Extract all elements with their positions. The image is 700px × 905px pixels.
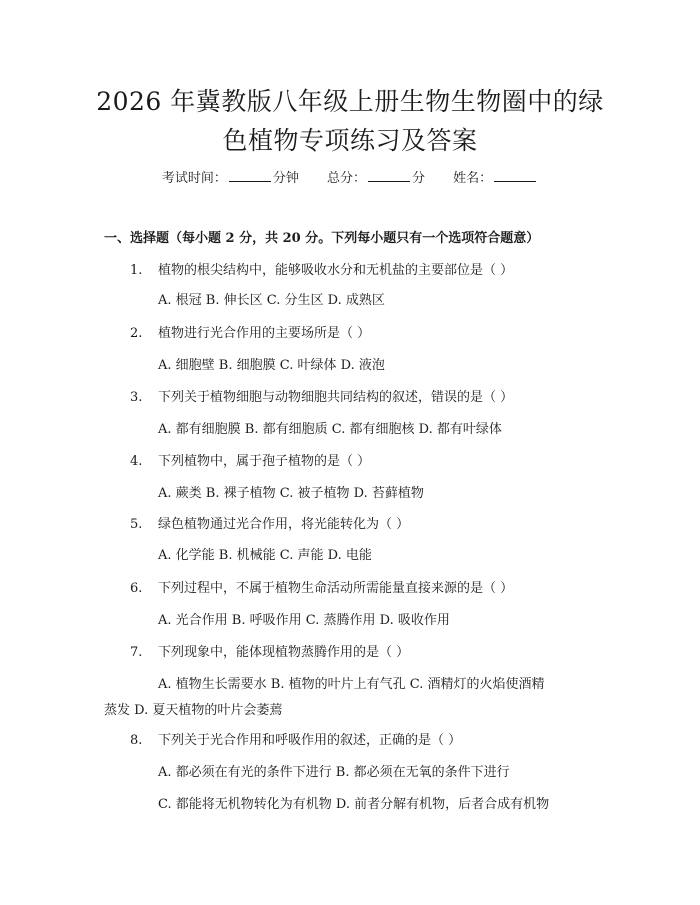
question-stem [130, 452, 370, 472]
page-title-line1: 2026 年冀教版八年级上册生物生物圈中的绿 [96, 87, 604, 116]
question-options: A. 植物生长需要水 B. 植物的叶片上有气孔 C. 酒精灯的火焰使酒精蒸发 D. 夏天植物的叶片会萎蔫 [104, 677, 545, 718]
question-text: 下列现象中，能体现植物蒸腾作用的是（ ） [158, 645, 410, 660]
question-options: A. 光合作用 B. 呼吸作用 C. 蒸腾作用 D. 吸收作用 [158, 613, 450, 628]
question-text: 植物进行光合作用的主要场所是（ ） [158, 326, 371, 341]
question-number: 5. [130, 517, 143, 532]
question-stem [130, 731, 461, 751]
question-stem [130, 324, 370, 344]
total-score-blank [368, 169, 410, 182]
question-text: 下列植物中，属于孢子植物的是（ ） [158, 454, 371, 469]
exam-time-blank [229, 169, 271, 182]
question-text: 下列关于植物细胞与动物细胞共同结构的叙述，错误的是（ ） [158, 390, 514, 405]
question-stem [130, 579, 513, 599]
question-stem [130, 515, 409, 535]
question-text: 绿色植物通过光合作用，将光能转化为（ ） [158, 517, 410, 532]
question-number: 1. [130, 263, 143, 278]
question-options: A. 蕨类 B. 裸子植物 C. 被子植物 D. 苔藓植物 [158, 486, 424, 501]
student-name-blank [494, 169, 536, 182]
total-score-label: 总分： [326, 171, 366, 186]
exam-time-field [162, 169, 299, 189]
exam-time-unit: 分钟 [272, 171, 299, 186]
question-number: 8. [130, 733, 143, 748]
question-options-line1: A. 都必须在有光的条件下进行 B. 都必须在无氧的条件下进行 [158, 765, 510, 780]
question-stem [130, 261, 513, 281]
question-text: 下列关于光合作用和呼吸作用的叙述，正确的是（ ） [158, 733, 462, 748]
total-score-unit: 分 [412, 171, 426, 186]
question-number: 7. [130, 645, 143, 660]
question-options: A. 细胞壁 B. 细胞膜 C. 叶绿体 D. 液泡 [158, 358, 385, 373]
question-options: A. 化学能 B. 机械能 C. 声能 D. 电能 [158, 548, 372, 563]
question-options-line2: C. 都能将无机物转化为有机物 D. 前者分解有机物，后者合成有机物 [158, 797, 550, 812]
question-options: A. 都有细胞膜 B. 都有细胞质 C. 都有细胞核 D. 都有叶绿体 [158, 422, 502, 437]
page-title-line2: 色植物专项练习及答案 [222, 126, 478, 155]
question-stem [130, 388, 513, 408]
question-text: 植物的根尖结构中，能够吸收水分和无机盐的主要部位是（ ） [158, 263, 514, 278]
question-stem [130, 643, 409, 663]
section-heading: 一、选择题（每小题 2 分，共 20 分。下列每小题只有一个选项符合题意） [104, 231, 540, 246]
question-number: 2. [130, 326, 143, 341]
question-text: 下列过程中，不属于植物生命活动所需能量直接来源的是（ ） [158, 581, 514, 596]
question-number: 3. [130, 390, 143, 405]
exam-time-label: 考试时间： [161, 171, 227, 186]
question-number: 6. [130, 581, 143, 596]
question-number: 4. [130, 454, 143, 469]
total-score-field [327, 169, 425, 189]
question-options: A. 根冠 B. 伸长区 C. 分生区 D. 成熟区 [158, 293, 385, 308]
student-name-field [453, 169, 538, 189]
exam-meta-row [0, 169, 700, 189]
student-name-label: 姓名： [453, 171, 493, 186]
